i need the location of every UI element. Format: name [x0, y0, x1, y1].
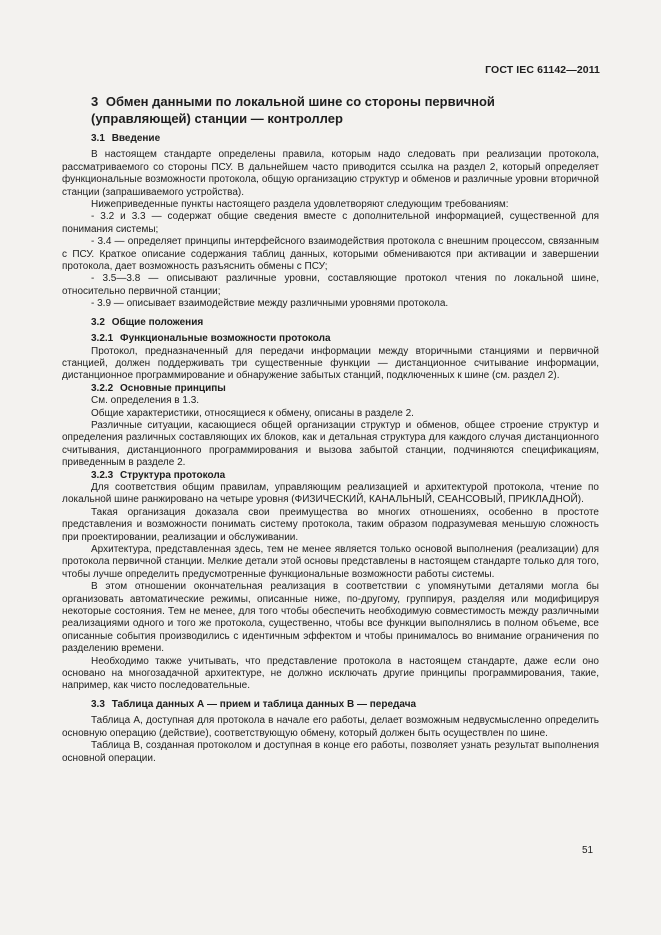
section-heading [91, 93, 551, 127]
subsection-number: 3.1 [91, 133, 105, 144]
paragraph: Различные ситуации, касающиеся общей организации структур и обменов, общее строение структур и определения различных составляющих их блоков, как и детальная структура для каждого случая дистанционного считывания, дистанционного программирования и вызова забытой станции, подчиняются спецификациям, приведенным в разделе 2. [62, 419, 599, 469]
subsection-title: Введение [111, 133, 161, 144]
clause-heading-3-2-2 [62, 383, 599, 395]
subsection-heading-3-1 [62, 133, 599, 145]
paragraph: См. определения в 1.3. [91, 395, 200, 407]
clause-heading-3-2-3 [62, 470, 599, 482]
subsection-heading-3-3 [62, 699, 599, 711]
list-item: - 3.9 — описывает взаимодействие между различными уровнями протокола. [91, 298, 449, 310]
paragraph: Для соответствия общим правилам, управляющим реализацией и архитектурой протокола, чтение по локальной шине ранжировано на четыре уровня (ФИЗИЧЕСКИЙ, КАНАЛЬНЫЙ, СЕАНСОВЫЙ, ПРИКЛАДНОЙ). [62, 481, 599, 506]
clause-title: Структура протокола [120, 469, 226, 481]
clause-title: Основные принципы [120, 382, 226, 394]
paragraph: Протокол, предназначенный для передачи информации между вторичными станциями и первичной станцией, должен поддерживать три существенные функции — дистанционное считывание информации, дистанционное программирование и обнаружение забытых станций, подключенных к шине (см. раздел 2). [62, 345, 599, 382]
paragraph: Такая организация доказала свои преимущества во многих отношениях, особенно в простоте представления и возможности понимать систему протокола, таким образом подразумевая меньшую сложность при проектировании, реализации и обслуживании. [62, 506, 599, 543]
clause-number: 3.2.2 [91, 382, 114, 394]
clause-title: Функциональные возможности протокола [120, 333, 331, 345]
subsection-number: 3.2 [91, 316, 105, 328]
paragraph: Общие характеристики, относящиеся к обмену, описаны в разделе 2. [91, 407, 414, 419]
clause-heading-3-2-1 [62, 333, 599, 345]
subsection-number: 3.3 [91, 698, 105, 710]
paragraph: Архитектура, представленная здесь, тем не менее является только основой выполнения (реализации) для протокола первичной станции. Мелкие детали этой основы представлены в настоящем стандарте только для того, чтобы лучше определить предусмотренные функциональные возможности работы системы. [62, 544, 599, 580]
paragraph: Нижеприведенные пункты настоящего раздела удовлетворяют следующим требованиям: [91, 199, 509, 211]
list-item: - 3.4 — определяет принципы интерфейсного взаимодействия протокола с внешним процессом, связанным с ПСУ. Краткое описание содержания таблиц данных, которыми обмениваются при активации и завершении протокола, дает возможность разъяснить обмены с ПСУ; [62, 236, 599, 273]
document-body [62, 127, 599, 765]
list-item: - 3.2 и 3.3 — содержат общие сведения вместе с дополнительной информацией, существенной для понимания системы; [62, 211, 599, 235]
section-number: 3 [91, 94, 99, 109]
clause-number: 3.2.1 [91, 333, 114, 345]
paragraph: Таблица А, доступная для протокола в начале его работы, делает возможным недвусмысленно определить основную операцию (действие), соответствующую обмену, который должен быть осуществлен по шине. [62, 715, 599, 739]
subsection-title: Общие положения [111, 316, 204, 328]
list-item: - 3.5—3.8 — описывают различные уровни, составляющие протокол чтения по локальной шине, относительно первичной станции; [62, 273, 599, 297]
paragraph: В этом отношении окончательная реализация в соответствии с упомянутыми деталями могла бы организовать автоматические режимы, описанные ниже, по-другому, группируя, разделяя или модифицируя некоторые состояния. Тем не менее, для того чтобы обеспечить необходимую совместимость между различными реализациями одного и того же протокола, существенно, чтобы все функции выполнялись в полном объеме, все описанные события производились с идентичным эффектом и чтобы принималось во внимание ограничения по разделению времени. [62, 581, 599, 655]
paragraph: В настоящем стандарте определены правила, которым надо следовать при реализации протокола, рассматриваемого со стороны ПСУ. В дальнейшем часто приводится ссылка на раздел 2, который определяет функциональные возможности протокола, общую организацию структур и обменов и различные уровни вторичной станции (запрашиваемого устройства). [62, 149, 599, 198]
standard-header: ГОСТ IEC 61142—2011 [485, 64, 600, 76]
clause-number: 3.2.3 [91, 469, 114, 481]
subsection-heading-3-2 [62, 317, 599, 329]
paragraph: Необходимо также учитывать, что представление протокола в настоящем стандарте, даже если оно основано на многозадачной архитектуре, не должно исключать другие принципы программирования, такие, например, как чисто последовательные. [62, 655, 599, 692]
paragraph: Таблица В, созданная протоколом и доступная в конце его работы, позволяет узнать результат выполнения основной операции. [62, 740, 599, 764]
subsection-title: Таблица данных А — прием и таблица данных В — передача [111, 698, 417, 710]
section-title: Обмен данными по локальной шине со стороны первичной (управляющей) станции — контроллер [91, 94, 495, 126]
page-number: 51 [582, 845, 594, 856]
